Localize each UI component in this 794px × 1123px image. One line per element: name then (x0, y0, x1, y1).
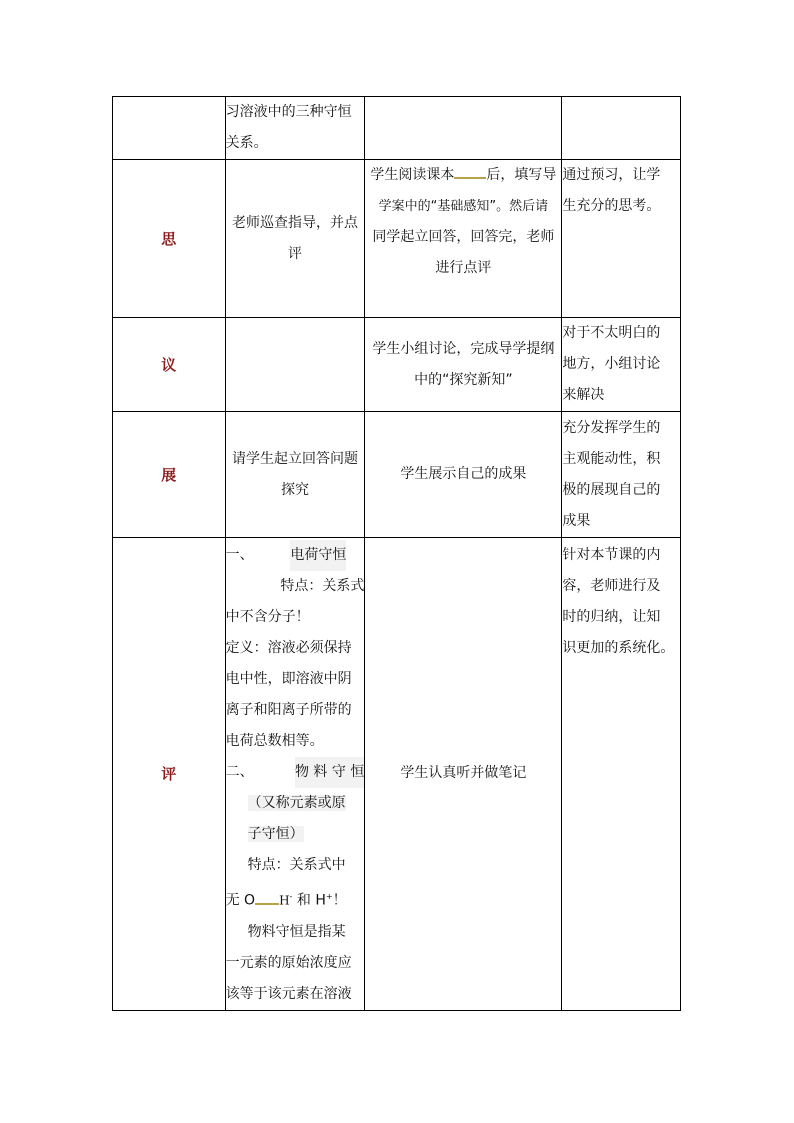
text-line: （又称元素或原 (247, 795, 346, 811)
text-line: 学生小组讨论，完成导学提纲 (372, 340, 555, 357)
teacher-activity-cell (225, 160, 365, 318)
text-line: 离子和阳离子所带的 (225, 702, 352, 718)
text-line: 评 (287, 245, 302, 262)
text-line: 电荷总数相等。 (225, 733, 324, 749)
table-row (113, 412, 681, 538)
text-line: 请学生起立回答问题 (231, 450, 358, 467)
student-activity-cell (365, 97, 562, 160)
text-line: 该等于该元素在溶液 (225, 985, 352, 1002)
text-line: 成果 (562, 512, 591, 529)
step-label: 思 (161, 230, 177, 248)
text-line: 无 O H- 和 H+！ (225, 892, 347, 909)
text-line: 关系。 (225, 135, 268, 151)
step-cell (113, 538, 226, 1011)
text-line: 学生展示自己的成果 (400, 466, 527, 482)
text-line: 时的归纳，让知 (562, 609, 661, 625)
text-line: 容，老师进行及 (562, 578, 661, 594)
text-line: 特点：关系式 (280, 578, 365, 594)
text-line: 中的“探究新知” (414, 371, 513, 388)
teacher-activity-cell (225, 318, 365, 412)
step-cell (113, 318, 226, 412)
teacher-activity-cell (225, 97, 365, 160)
text-line: 物料守恒是指某 (247, 923, 346, 940)
purpose-cell (562, 318, 681, 412)
text-line: 进行点评 (435, 260, 492, 276)
fill-blank (454, 163, 486, 179)
step-label: 展 (161, 466, 177, 484)
text-line: 对于不太明白的 (562, 325, 661, 341)
table-row (113, 97, 681, 160)
text-line: 生充分的思考。 (562, 198, 661, 214)
text-line: 同学起立回答，回答完，老师 (372, 229, 555, 245)
table-row (113, 538, 681, 1011)
lesson-plan-table (112, 96, 681, 1011)
purpose-cell (562, 160, 681, 318)
section-heading: 一、 电荷守恒 (226, 540, 365, 571)
student-activity-cell (365, 412, 562, 538)
teacher-activity-cell (225, 412, 365, 538)
text-line: 针对本节课的内 (562, 547, 661, 563)
text-line: 通过预习，让学 (562, 167, 661, 183)
teacher-activity-cell (225, 538, 365, 1011)
purpose-cell (562, 97, 681, 160)
text-line: 老师巡查指导，并点 (231, 214, 358, 231)
text-line: 学生认真听并做笔记 (400, 765, 527, 782)
text-line: 充分发挥学生的 (562, 419, 661, 436)
text-line: 习溶液中的三种守恒 (225, 104, 352, 120)
text-line: 极的展现自己的 (562, 481, 661, 498)
step-cell (113, 412, 226, 538)
text-line: 电中性，即溶液中阴 (225, 671, 352, 687)
table-row (113, 160, 681, 318)
student-activity-cell (365, 318, 562, 412)
step-label: 议 (161, 356, 177, 374)
step-cell (113, 160, 226, 318)
section-heading: 二、 物 料 守 恒 (226, 757, 365, 788)
text-line: 识更加的系统化。 (562, 640, 675, 656)
text-line: 探究 (280, 481, 309, 498)
fill-blank (255, 891, 279, 905)
step-cell (113, 97, 226, 160)
purpose-cell (562, 412, 681, 538)
text-line: 来解决 (562, 387, 605, 403)
text-line: 学案中的“基础感知”。然后请 (378, 199, 549, 214)
step-label: 评 (161, 765, 177, 784)
text-line: 子守恒） (247, 826, 304, 842)
table-row (113, 318, 681, 412)
student-activity-cell (365, 160, 562, 318)
text-line: 地方，小组讨论 (562, 356, 661, 372)
student-activity-cell (365, 538, 562, 1011)
text-line: 中不含分子！ (225, 609, 310, 625)
text-line: 一元素的原始浓度应 (225, 954, 352, 971)
text-line: 特点：关系式中 (247, 857, 346, 873)
text-line: 定义：溶液必须保持 (225, 640, 352, 656)
text-line: 学生阅读课本 后，填写导 (365, 160, 561, 191)
purpose-cell (562, 538, 681, 1011)
text-line: 主观能动性，积 (562, 450, 661, 467)
